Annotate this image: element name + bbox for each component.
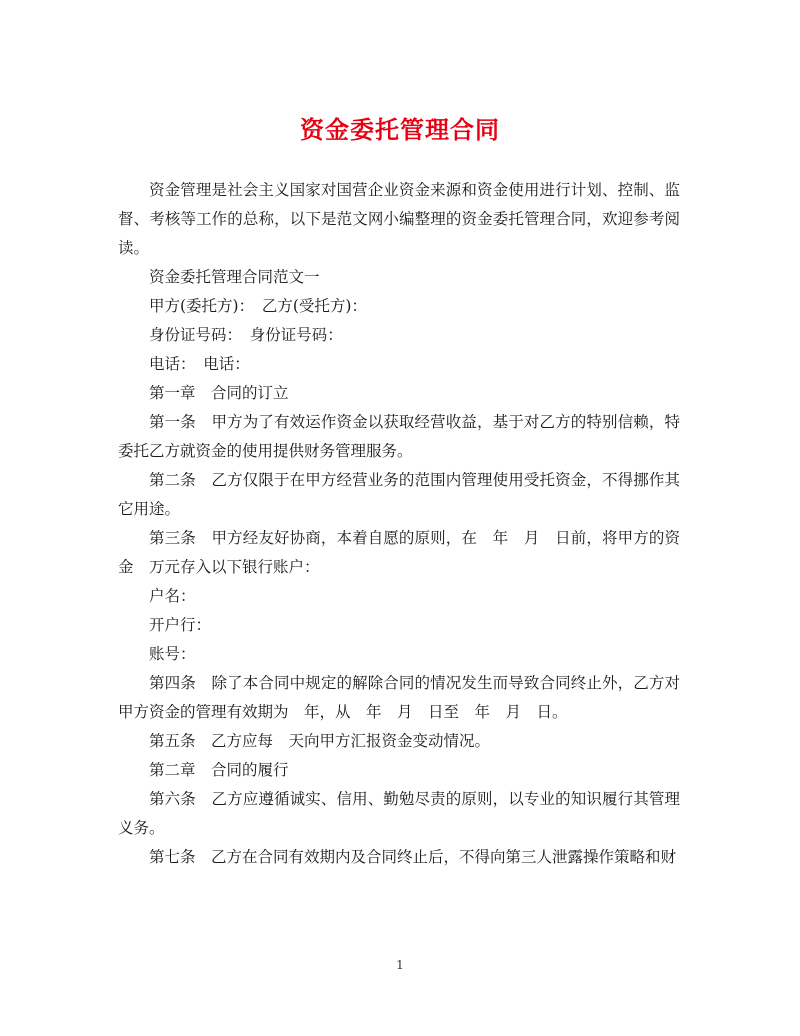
account-number-line: 账号： xyxy=(149,645,196,663)
clause-paragraph: 第一条 甲方为了有效运作资金以获取经营收益，基于对乙方的特别信赖，特委托乙方就资金的使用提供财务管理服务。 xyxy=(118,413,680,460)
document-title: 资金委托管理合同 xyxy=(300,115,500,144)
bank-line: 开户行： xyxy=(149,616,212,634)
chapter-heading: 第二章 合同的履行 xyxy=(149,761,289,779)
clause-paragraph: 第六条 乙方应遵循诚实、信用、勤勉尽责的原则，以专业的知识履行其管理义务。 xyxy=(118,790,680,837)
clause-paragraph: 第七条 乙方在合同有效期内及合同终止后，不得向第三人泄露操作策略和财 xyxy=(149,848,677,866)
clause-paragraph: 第三条 甲方经友好协商，本着自愿的原则，在 年 月 日前，将甲方的资金 万元存入以下银行账户： xyxy=(118,529,680,576)
page-number: 1 xyxy=(396,958,404,972)
party-line: 甲方(委托方)： 乙方(受托方)： xyxy=(149,297,367,315)
document-body xyxy=(118,176,680,872)
intro-paragraph: 资金管理是社会主义国家对国营企业资金来源和资金使用进行计划、控制、监督、考核等工作的总称，以下是范文网小编整理的资金委托管理合同，欢迎参考阅读。 xyxy=(118,181,680,257)
account-name-line: 户名： xyxy=(149,587,196,605)
clause-paragraph: 第四条 除了本合同中规定的解除合同的情况发生而导致合同终止外，乙方对甲方资金的管理有效期为 年，从 年 月 日至 年 月 日。 xyxy=(118,674,680,721)
sample-heading: 资金委托管理合同范文一 xyxy=(149,268,320,286)
clause-paragraph: 第二条 乙方仅限于在甲方经营业务的范围内管理使用受托资金，不得挪作其它用途。 xyxy=(118,471,680,518)
chapter-heading: 第一章 合同的订立 xyxy=(149,384,289,402)
id-number-line: 身份证号码： 身份证号码： xyxy=(149,326,343,344)
phone-line: 电话： 电话： xyxy=(149,355,250,373)
clause-paragraph: 第五条 乙方应每 天向甲方汇报资金变动情况。 xyxy=(149,732,491,750)
